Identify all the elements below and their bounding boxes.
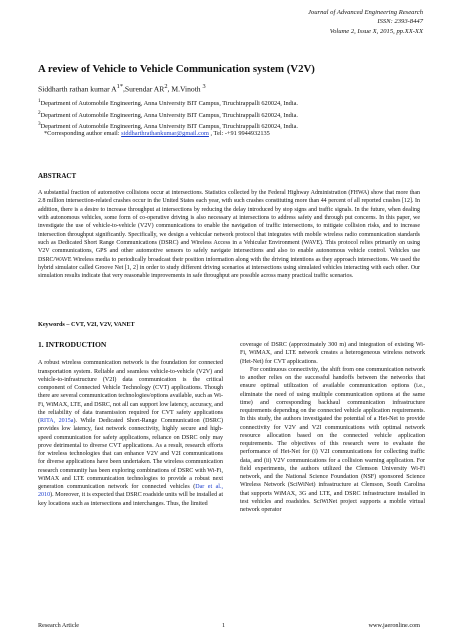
- corresponding-prefix: *Corresponding author email:: [44, 130, 122, 137]
- intro-text-part-a: A robust wireless communication network is the foundation for connected transportation system. Reliable and seamless vehicle-to-vehicle (V2V) and vehicle-to-infrastructure (V2I) data communication is the critical component of Connected Vehicle Technology (CVT) applications. Though there are several communication technologies/options available, such as Wi-Fi, WiMAX, LTE, and DSRC, not all can support low latency, accuracy, and the reliability of data transmission required for CVT safety applications (: [38, 360, 223, 424]
- author-2-mark: 2: [164, 83, 168, 90]
- author-1-mark: 1*: [116, 83, 123, 90]
- author-2: ,Surendar AR: [123, 84, 165, 94]
- citation-dar-link[interactable]: Dar et al., 2010: [38, 484, 223, 499]
- intro-text-part-b: ). While Dedicated Short-Range Communication (DSRC) provides low latency, fast network connectivity, highly secure and high-speed communication for safety applications, reliance on DSRC only may prove detrimental to diverse CVT applications. As a result, research efforts for wireless technologies that can enhance V2V and V2I communications for diverse applications have been undertaken. The wireless communication research community has been exploring combinations of DSRC with Wi-Fi, WiMAX and LTE communication technologies to provide a robust next generation communication network for connected vehicles (: [38, 418, 223, 490]
- keywords: [38, 321, 135, 328]
- section-heading-introduction: 1. INTRODUCTION: [38, 340, 107, 349]
- author-1: Siddharth rathan kumar A: [38, 84, 117, 94]
- journal-name: Journal of Advanced Engineering Research: [308, 9, 423, 16]
- author-3: , M.Vinoth: [167, 84, 201, 94]
- corresponding-author: [44, 130, 270, 137]
- footer-website-link[interactable]: www.jaeronline.com: [368, 622, 420, 629]
- footer-article-type: Research Article: [38, 622, 80, 629]
- affiliation-3-text: Department of Automobile Engineering, Anna University BIT Campus, Tiruchirappalli 620024, India.: [40, 123, 298, 131]
- right-column: [240, 341, 425, 514]
- affiliation-1: [38, 97, 428, 109]
- affiliation-3-num: 3: [38, 121, 41, 128]
- footer-page-number: 1: [222, 622, 226, 629]
- abstract-heading: ABSTRACT: [38, 172, 77, 180]
- citation-rita-link[interactable]: RITA, 2015a: [40, 418, 74, 424]
- intro-paragraph-2: For continuous connectivity, the shift from one communication network to another relies on the successful handoffs between the networks that ensure optimal utilization of available communication options (i.e., eliminate the need of using multiple communication options at the same time) and corresponding backhaul communication infrastructure requirements depending on the connected vehicle application requirements. In this study, the authors investigated the potential of a Het-Net to provide connectivity for V2V and V2I communications with optimal network resource allocation based on the connected vehicle application requirements. The objectives of this research were to evaluate the performance of Het-Net for (i) V2I communications for collecting traffic data, and (ii) V2V communications for a collision warning application. For field experiments, the authors utilized the Clemson University Wi-Fi network, and the National Science Foundation (NSF) sponsored Science Wireless Network (SciWiNet) infrastructure at Clemson, South Carolina that supports WiMAX, 3G and LTE, and DSRC infrastructure installed in test vehicles and roadsides. SciWiNet project supports a mobile virtual network operator: [240, 366, 425, 513]
- affiliation-1-text: Department of Automobile Engineering, Anna University BIT Campus, Tiruchirappalli 620024, India.: [40, 100, 298, 108]
- corresponding-phone: , Tel: -+91 9944932135: [208, 130, 270, 137]
- journal-volume: Volume 2, Issue X, 2015, pp.XX-XX: [329, 27, 423, 35]
- affiliation-1-num: 1: [38, 98, 41, 104]
- intro-paragraph-1: [38, 359, 223, 508]
- left-column: [38, 341, 223, 508]
- author-3-mark: 3: [202, 83, 206, 90]
- affiliation-2: [38, 109, 428, 121]
- keywords-list: – CVT, V2I, V2V, VANET: [64, 321, 135, 328]
- intro-text-part-c: ). Moreover, it is expected that DSRC roadside units will be installed at key locations such as intersections and interchanges. Thus, the limited: [38, 492, 223, 507]
- affiliation-2-num: 2: [38, 109, 41, 116]
- journal-issn: ISSN: 2393-8447: [377, 18, 423, 26]
- corresponding-email-link[interactable]: siddharthrathankumar@gmail.com: [121, 130, 209, 137]
- affiliations: [38, 97, 428, 132]
- abstract-text: A substantial fraction of automotive collisions occur at intersections. Statistics collected by the Federal Highway Administration (FHWA) show that more than 2.8 million intersection-related crashes occur in the United States each year, with such crashes constituting more than 44 percent of all reported crashes [12]. In addition, there is a desire to increase throughput at intersections by reducing the delay introduced by stop signs and traffic signals. In the future, when dealing with autonomous vehicles, some form of co-operative driving is also necessary at intersections to address safety and through put concerns. In this paper, we investigate the use of vehicle-to-vehicle (V2V) communications to enable the navigation of traffic intersections, to mitigate collision risks, and to increase intersection throughput significantly. Specifically, we design a vehicular network protocol that integrates with mobile wireless radio communication standards such as Dedicated Short Range Communications (DSRC) and Wireless Access in a Vehicular Environment (WAVE). This protocol relies primarily on using V2V communications, GPS and other automotive sensors to safely navigate intersections and also to enable autonomous vehicle control. Vehicles use DSRC/WAVE Wireless media to periodically broadcast their position information along with the driving intentions as they approach intersections. We used the hybrid simulator called Groove Net [1, 2] in order to study different driving scenarios at intersections using simulated vehicles interacting with each other. Our simulation results indicate that very reasonable improvements in safe throughput are possible across many practical traffic scenarios.: [38, 190, 420, 280]
- affiliation-2-text: Department of Automobile Engineering, Anna University BIT Campus, Tiruchirappalli 620024, India.: [40, 111, 298, 119]
- keywords-label: Keywords: [38, 321, 65, 328]
- paper-title: A review of Vehicle to Vehicle Communication system (V2V): [38, 63, 315, 75]
- intro-paragraph-1-cont: coverage of DSRC (approximately 300 m) and integration of existing Wi-Fi, WiMAX, and LTE network creates a heterogeneous wireless network (Het-Net) for CVT applications.: [240, 342, 425, 365]
- journal-header: [203, 8, 423, 36]
- author-line: [38, 83, 206, 94]
